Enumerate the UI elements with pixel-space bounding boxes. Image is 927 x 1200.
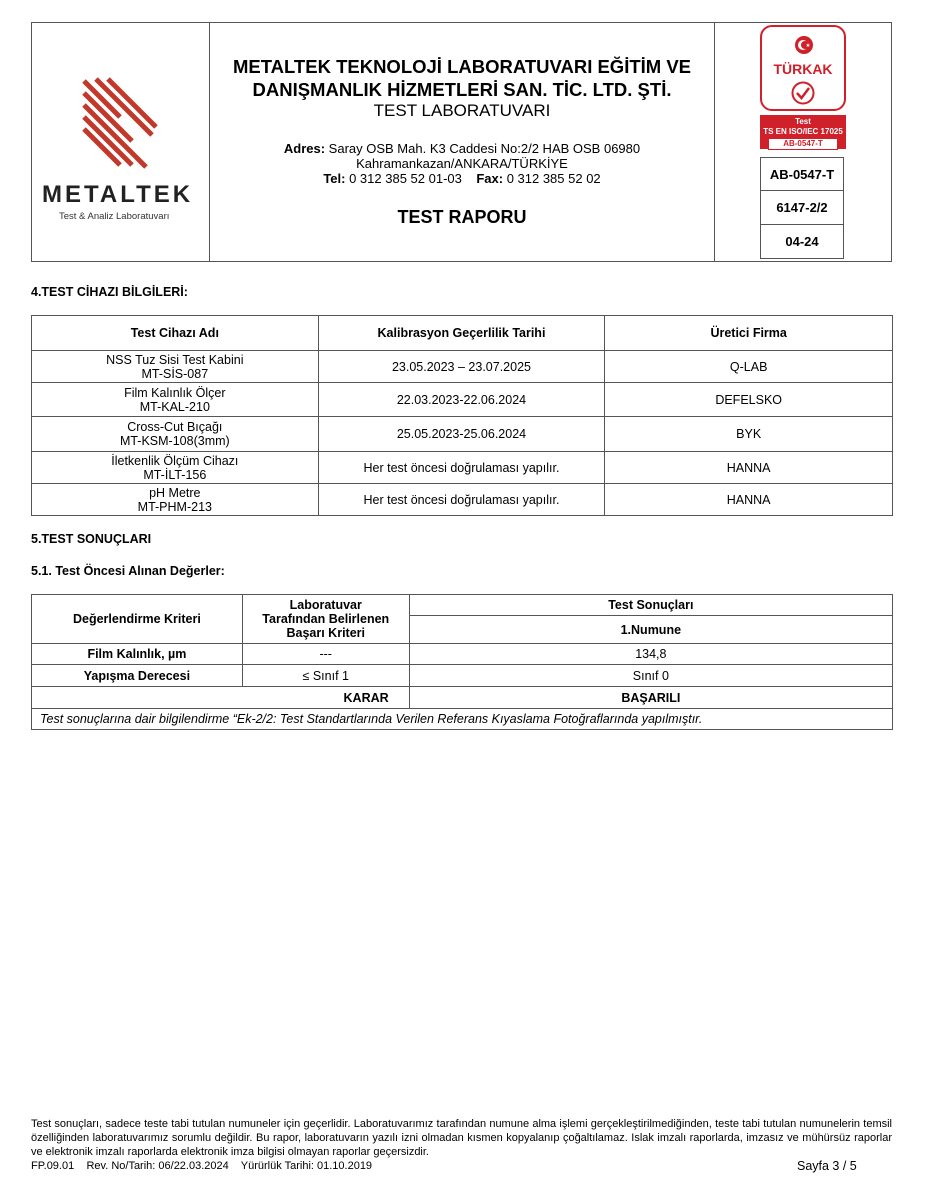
report-header bbox=[31, 22, 892, 262]
check-icon bbox=[790, 81, 816, 105]
company-name: METALTEK TEKNOLOJİ LABORATUVARI EĞİTİM VE DANIŞMANLIK HİZMETLERİ SAN. TİC. LTD. ŞTİ. bbox=[232, 56, 692, 100]
decision-value: BAŞARILI bbox=[409, 687, 892, 709]
col-lab-criteria: Laboratuvar Tarafından Belirlenen Başarı Kriteri bbox=[242, 595, 409, 644]
table-header-row bbox=[32, 316, 893, 351]
col-criteria: Değerlendirme Kriteri bbox=[32, 595, 243, 644]
page-number: Sayfa 3 / 5 bbox=[797, 1159, 857, 1173]
logo-subtitle: Test & Analiz Laboratuvarı bbox=[59, 211, 170, 222]
col-calibration-validity: Kalibrasyon Geçerlilik Tarihi bbox=[318, 316, 605, 351]
table-row: NSS Tuz Sisi Test Kabini MT-SİS-087 23.05.2023 – 23.07.2025 Q-LAB bbox=[32, 351, 893, 383]
decision-row bbox=[32, 687, 893, 709]
section5-title: 5.TEST SONUÇLARI bbox=[31, 532, 152, 546]
table-row: İletkenlik Ölçüm Cihazı MT-İLT-156 Her test öncesi doğrulaması yapılır. HANNA bbox=[32, 452, 893, 484]
table-header-row bbox=[32, 595, 893, 616]
table-row: Yapışma Derecesi ≤ Sınıf 1 Sınıf 0 bbox=[32, 665, 893, 687]
accreditation-number: AB-0547-T bbox=[760, 157, 844, 191]
footer-disclaimer: Test sonuçları, sadece teste tabi tutulan numuneler için geçerlidir. Laboratuvarımız tarafından numune alma işlemi gerçekleştirilmediğinden, teste tabi tutulan numunelerin temsil özelliğinden laboratuvarımız sorumlu değildir. Bu rapor, laboratuvarın yazılı izni olmadan kısmen kopyalanıp çoğaltılamaz. Islak imzalı raporlarda, imzasız ve mühürsüz raporlar ve elektronik imzalı raporlarda elektronik imza bilgisi olmayan raporlar geçersizdir. bbox=[31, 1118, 892, 1158]
report-title: TEST RAPORU bbox=[397, 207, 527, 227]
table-row: Cross-Cut Bıçağı MT-KSM-108(3mm) 25.05.2023-25.06.2024 BYK bbox=[32, 417, 893, 452]
crescent-icon bbox=[794, 35, 814, 55]
col-manufacturer: Üretici Firma bbox=[605, 316, 893, 351]
decision-label: KARAR bbox=[32, 687, 410, 709]
document-meta: FP.09.01 Rev. No/Tarih: 06/22.03.2024 Yürürlük Tarihi: 01.10.2019 bbox=[31, 1160, 373, 1172]
logo-name: METALTEK bbox=[42, 181, 194, 208]
equipment-table bbox=[31, 315, 893, 516]
col-device-name: Test Cihazı Adı bbox=[32, 316, 319, 351]
accreditation-badge: Test TS EN ISO/IEC 17025 AB-0547-T bbox=[760, 115, 846, 149]
table-row: Film Kalınlık Ölçer MT-KAL-210 22.03.2023-22.06.2024 DEFELSKO bbox=[32, 383, 893, 417]
results-note: Test sonuçlarına dair bilgilendirme “Ek-2/2: Test Standartlarında Verilen Referans Kıyaslama Fotoğraflarında yapılmıştır. bbox=[32, 709, 893, 730]
logo-cell bbox=[32, 23, 210, 261]
note-row bbox=[32, 709, 893, 730]
section5-subtitle: 5.1. Test Öncesi Alınan Değerler: bbox=[31, 564, 225, 578]
col-test-results: Test Sonuçları bbox=[409, 595, 892, 616]
turkak-logo: TÜRKAK bbox=[760, 25, 846, 111]
col-sample-1: 1.Numune bbox=[409, 616, 892, 644]
report-number: 6147-2/2 bbox=[760, 191, 844, 225]
results-table bbox=[31, 594, 893, 730]
lab-name: TEST LABORATUVARI bbox=[373, 101, 551, 120]
table-row: pH Metre MT-PHM-213 Her test öncesi doğrulaması yapılır. HANNA bbox=[32, 484, 893, 516]
address-block: Adres: Saray OSB Mah. K3 Caddesi No:2/2 HAB OSB 06980 Kahramankazan/ANKARA/TÜRKİYE Tel: 0 312 385 52 01-03 Fax: 0 312 385 52 02 bbox=[283, 141, 641, 186]
table-row: Film Kalınlık, µm --- 134,8 bbox=[32, 644, 893, 665]
metaltek-logo-icon bbox=[80, 75, 160, 171]
report-date: 04-24 bbox=[760, 225, 844, 259]
section4-title: 4.TEST CİHAZI BİLGİLERİ: bbox=[31, 285, 188, 299]
